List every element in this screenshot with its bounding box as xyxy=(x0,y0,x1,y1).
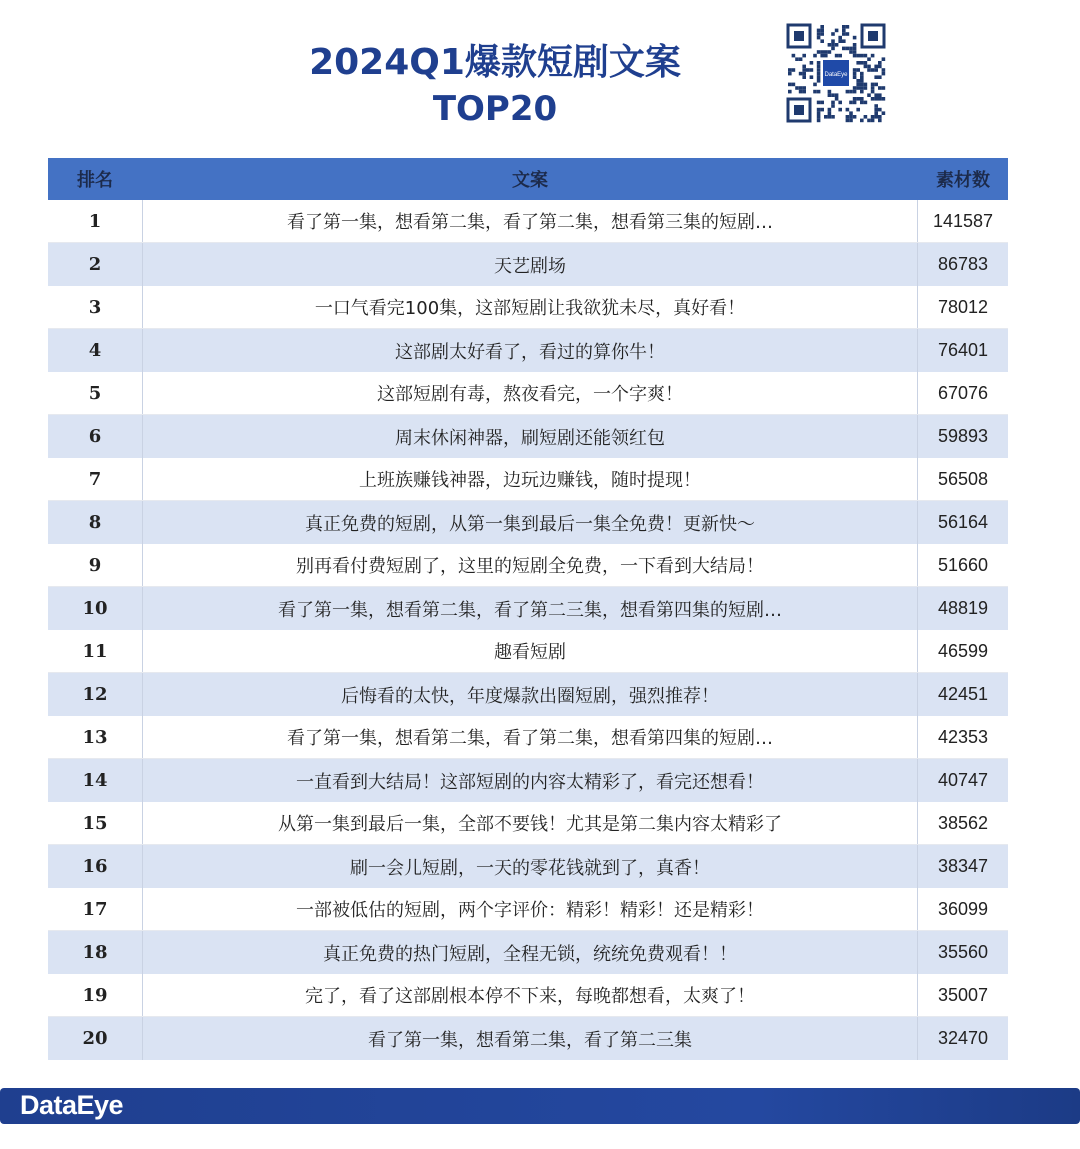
table-row xyxy=(48,501,1008,544)
qr-module xyxy=(853,36,857,40)
copy-cell: 后悔看的太快，年度爆款出圈短剧，强烈推荐！ xyxy=(142,673,918,716)
qr-module xyxy=(835,43,839,47)
count-cell: 48819 xyxy=(937,598,989,618)
qr-module xyxy=(878,61,882,65)
qr-module xyxy=(820,108,824,112)
qr-module xyxy=(802,54,806,58)
qr-module xyxy=(820,54,824,58)
qr-module xyxy=(828,108,832,112)
qr-module xyxy=(828,50,832,54)
qr-module xyxy=(874,108,878,112)
header-rank: 排名 xyxy=(77,170,113,191)
qr-module xyxy=(860,86,864,90)
qr-module xyxy=(788,68,792,72)
qr-module xyxy=(849,119,853,123)
qr-module xyxy=(817,50,821,54)
qr-module xyxy=(846,108,850,112)
qr-module xyxy=(864,101,868,105)
rank-cell: 5 xyxy=(88,382,102,404)
table-row xyxy=(48,372,1008,415)
table-row xyxy=(48,243,1008,286)
qr-module xyxy=(867,57,871,61)
qr-module xyxy=(810,75,814,79)
rank-cell: 10 xyxy=(82,598,108,619)
qr-module xyxy=(849,47,853,51)
qr-module xyxy=(824,54,828,58)
qr-module xyxy=(831,32,835,36)
rank-cell: 12 xyxy=(82,684,108,705)
count-cell: 86783 xyxy=(937,254,989,274)
qr-module xyxy=(871,86,875,90)
copy-cell: 真正免费的热门短剧，全程无锁，统统免费观看！！ xyxy=(142,931,918,974)
qr-module xyxy=(835,97,839,101)
copy-cell: 刷一会儿短剧，一天的零花钱就到了，真香！ xyxy=(142,845,918,888)
qr-module xyxy=(806,68,810,72)
qr-module xyxy=(856,68,860,72)
rank-cell: 8 xyxy=(88,512,102,533)
qr-module xyxy=(788,83,792,87)
qr-module xyxy=(853,90,857,94)
qr-module xyxy=(856,83,860,87)
title-line-1: 2024Q1爆款短剧文案 xyxy=(309,42,681,83)
qr-module xyxy=(874,97,878,101)
qr-module xyxy=(856,54,860,58)
copy-cell: 看了第一集，想看第二集，看了第二三集，想看第四集的短剧… xyxy=(142,587,918,630)
qr-module xyxy=(835,54,839,58)
qr-module xyxy=(853,75,857,79)
qr-module xyxy=(788,90,792,94)
qr-module xyxy=(799,72,803,76)
qr-module xyxy=(820,39,824,43)
qr-module xyxy=(878,115,882,119)
qr-module xyxy=(882,68,886,72)
qr-module xyxy=(846,115,850,119)
qr-module xyxy=(878,86,882,90)
qr-module xyxy=(860,54,864,58)
table-row xyxy=(48,587,1008,630)
qr-module xyxy=(878,93,882,97)
qr-code-image xyxy=(785,22,887,124)
rank-cell: 7 xyxy=(88,468,102,490)
qr-module xyxy=(849,115,853,119)
table-row xyxy=(48,415,1008,458)
qr-module xyxy=(795,86,799,90)
count-cell: 78012 xyxy=(937,296,989,317)
qr-module xyxy=(882,72,886,76)
qr-module xyxy=(860,101,864,105)
qr-module xyxy=(820,32,824,36)
table-row xyxy=(48,630,1008,673)
qr-module xyxy=(856,61,860,65)
count-cell: 67076 xyxy=(937,382,989,403)
qr-module xyxy=(846,47,850,51)
qr-module xyxy=(813,54,817,58)
table-row xyxy=(48,888,1008,931)
qr-module xyxy=(853,97,857,101)
qr-module xyxy=(792,83,796,87)
copy-cell: 完了，看了这部剧根本停不下来，每晚都想看，太爽了！ xyxy=(142,974,918,1016)
qr-module xyxy=(828,111,832,115)
copy-cell: 真正免费的短剧，从第一集到最后一集全免费！更新快～ xyxy=(142,501,918,544)
qr-module xyxy=(824,115,828,119)
count-cell: 35007 xyxy=(937,984,989,1005)
qr-module xyxy=(864,83,868,87)
count-cell: 56164 xyxy=(937,512,989,532)
qr-module xyxy=(864,86,868,90)
qr-module xyxy=(853,68,857,72)
count-cell: 46599 xyxy=(937,640,989,661)
table-row xyxy=(48,759,1008,802)
qr-module xyxy=(853,54,857,58)
copy-cell: 周末休闲神器，刷短剧还能领红包 xyxy=(142,415,918,458)
qr-module xyxy=(802,65,806,69)
qr-module xyxy=(820,25,824,29)
qr-module xyxy=(849,90,853,94)
qr-module xyxy=(846,25,850,29)
qr-module xyxy=(817,111,821,115)
count-cell: 38347 xyxy=(937,856,989,876)
qr-center-logo: DataEye xyxy=(824,72,848,78)
qr-module xyxy=(795,57,799,61)
qr-module xyxy=(788,72,792,76)
table-row xyxy=(48,286,1008,329)
rank-cell: 2 xyxy=(88,254,102,275)
qr-module xyxy=(817,36,821,40)
count-cell: 42451 xyxy=(937,684,989,704)
table-row xyxy=(48,329,1008,372)
count-cell: 38562 xyxy=(937,812,989,833)
qr-module xyxy=(838,101,842,105)
qr-module xyxy=(864,65,868,69)
count-cell: 141587 xyxy=(932,210,994,231)
qr-module xyxy=(860,83,864,87)
rank-cell: 6 xyxy=(88,426,102,447)
qr-module xyxy=(842,32,846,36)
qr-module xyxy=(867,119,871,123)
count-cell: 42353 xyxy=(937,726,989,747)
qr-module xyxy=(853,115,857,119)
qr-module xyxy=(817,101,821,105)
count-cell: 51660 xyxy=(937,554,989,575)
qr-module xyxy=(828,90,832,94)
qr-module xyxy=(802,72,806,76)
qr-module xyxy=(817,119,821,123)
qr-module xyxy=(871,54,875,58)
qr-module xyxy=(874,65,878,69)
qr-module xyxy=(853,47,857,51)
qr-module xyxy=(849,101,853,105)
qr-module xyxy=(856,97,860,101)
qr-module xyxy=(874,93,878,97)
count-cell: 56508 xyxy=(937,468,989,489)
qr-module xyxy=(838,108,842,112)
rank-cell: 11 xyxy=(82,640,108,662)
qr-module xyxy=(860,72,864,76)
qr-module xyxy=(824,50,828,54)
qr-module xyxy=(842,39,846,43)
qr-module xyxy=(853,101,857,105)
copy-cell: 上班族赚钱神器，边玩边赚钱，随时提现！ xyxy=(142,458,918,500)
rank-cell: 19 xyxy=(82,984,108,1006)
table-row xyxy=(48,845,1008,888)
qr-module xyxy=(817,65,821,69)
qr-code[interactable] xyxy=(785,22,887,124)
qr-module xyxy=(817,79,821,83)
qr-module xyxy=(842,29,846,33)
qr-module xyxy=(882,57,886,61)
qr-module xyxy=(871,90,875,94)
table-row xyxy=(48,673,1008,716)
qr-module xyxy=(813,90,817,94)
count-cell: 35560 xyxy=(937,942,989,962)
qr-module xyxy=(831,115,835,119)
copy-cell: 看了第一集，想看第二集，看了第二三集 xyxy=(142,1017,918,1060)
qr-module xyxy=(867,68,871,72)
qr-module xyxy=(831,104,835,108)
qr-module xyxy=(874,83,878,87)
qr-module xyxy=(864,115,868,119)
qr-module xyxy=(799,90,803,94)
qr-module xyxy=(871,97,875,101)
qr-module xyxy=(820,50,824,54)
qr-module xyxy=(831,101,835,105)
table-row xyxy=(48,1017,1008,1060)
copy-cell: 天艺剧场 xyxy=(142,243,918,286)
qr-module xyxy=(849,111,853,115)
qr-module xyxy=(831,43,835,47)
qr-module xyxy=(874,111,878,115)
table-row xyxy=(48,931,1008,974)
qr-module xyxy=(860,61,864,65)
qr-module xyxy=(871,115,875,119)
qr-module xyxy=(838,54,842,58)
qr-module xyxy=(820,101,824,105)
table-row xyxy=(48,200,1008,243)
qr-module xyxy=(817,61,821,65)
qr-module xyxy=(817,68,821,72)
qr-module xyxy=(820,29,824,33)
qr-module xyxy=(799,86,803,90)
qr-module xyxy=(871,83,875,87)
copy-cell: 趣看短剧 xyxy=(142,630,918,672)
qr-module xyxy=(810,61,814,65)
qr-module xyxy=(867,93,871,97)
qr-module xyxy=(817,90,821,94)
qr-module xyxy=(882,97,886,101)
qr-module xyxy=(882,111,886,115)
rank-cell: 1 xyxy=(88,210,102,232)
qr-module xyxy=(856,79,860,83)
page-title xyxy=(230,40,760,132)
count-cell: 36099 xyxy=(937,898,989,919)
copy-cell: 一部被低估的短剧，两个字评价：精彩！精彩！还是精彩！ xyxy=(142,888,918,930)
copy-cell: 看了第一集，想看第二集，看了第二集，想看第三集的短剧… xyxy=(142,200,918,242)
qr-module xyxy=(838,39,842,43)
qr-module xyxy=(864,54,868,58)
qr-module xyxy=(838,36,842,40)
qr-module xyxy=(817,29,821,33)
qr-module xyxy=(853,72,857,76)
qr-module xyxy=(878,119,882,123)
qr-module xyxy=(849,50,853,54)
table-row xyxy=(48,544,1008,587)
dataeye-logo: DataEye xyxy=(20,1090,124,1120)
qr-module xyxy=(799,57,803,61)
copy-cell: 从第一集到最后一集，全部不要钱！尤其是第二集内容太精彩了 xyxy=(142,802,918,844)
qr-module xyxy=(802,75,806,79)
qr-module xyxy=(842,25,846,29)
qr-module xyxy=(831,93,835,97)
table-row xyxy=(48,802,1008,845)
qr-module xyxy=(860,75,864,79)
count-cell: 40747 xyxy=(937,770,989,790)
qr-module xyxy=(871,119,875,123)
qr-module xyxy=(831,47,835,51)
table-row xyxy=(48,458,1008,501)
qr-module xyxy=(860,119,864,123)
qr-module xyxy=(864,61,868,65)
qr-module xyxy=(878,108,882,112)
rank-cell: 18 xyxy=(82,942,108,963)
qr-module xyxy=(828,43,832,47)
header-copy: 文案 xyxy=(512,170,548,191)
qr-module xyxy=(860,90,864,94)
qr-module xyxy=(792,68,796,72)
qr-module xyxy=(835,29,839,33)
count-cell: 32470 xyxy=(937,1028,989,1048)
copy-cell: 一口气看完100集，这部短剧让我欲犹未尽，真好看！ xyxy=(142,286,918,328)
rank-cell: 9 xyxy=(88,554,102,576)
qr-module xyxy=(867,65,871,69)
qr-module xyxy=(817,108,821,112)
qr-module xyxy=(817,115,821,119)
rank-cell: 4 xyxy=(88,340,102,361)
rank-cell: 13 xyxy=(82,726,108,748)
qr-module xyxy=(831,39,835,43)
qr-module xyxy=(802,90,806,94)
rank-cell: 20 xyxy=(82,1028,108,1049)
qr-module xyxy=(817,72,821,76)
qr-module xyxy=(874,104,878,108)
qr-module xyxy=(846,32,850,36)
qr-module xyxy=(878,75,882,79)
copy-cell: 这部剧太好看了，看过的算你牛！ xyxy=(142,329,918,372)
footer-bar xyxy=(0,1088,1080,1124)
rank-cell: 15 xyxy=(82,812,108,834)
qr-module xyxy=(817,75,821,79)
header-count: 素材数 xyxy=(936,170,990,191)
table-row xyxy=(48,974,1008,1017)
title-line-2: TOP20 xyxy=(432,89,558,129)
qr-module xyxy=(856,108,860,112)
copy-cell: 看了第一集，想看第二集，看了第二集，想看第四集的短剧… xyxy=(142,716,918,758)
rank-cell: 3 xyxy=(88,296,102,318)
count-cell: 59893 xyxy=(937,426,989,446)
rank-cell: 17 xyxy=(82,898,108,920)
qr-module xyxy=(871,68,875,72)
rank-cell: 14 xyxy=(82,770,108,791)
copy-cell: 这部短剧有毒，熬夜看完，一个字爽！ xyxy=(142,372,918,414)
qr-module xyxy=(860,97,864,101)
qr-module xyxy=(846,119,850,123)
qr-module xyxy=(882,86,886,90)
qr-module xyxy=(828,93,832,97)
qr-module xyxy=(842,47,846,51)
qr-module xyxy=(792,54,796,58)
table-body xyxy=(48,200,1008,1060)
qr-module xyxy=(802,68,806,72)
qr-module xyxy=(878,97,882,101)
qr-module xyxy=(810,68,814,72)
qr-module xyxy=(860,79,864,83)
copy-cell: 一直看到大结局！这部短剧的内容太精彩了，看完还想看！ xyxy=(142,759,918,802)
qr-module xyxy=(853,50,857,54)
qr-module xyxy=(878,65,882,69)
qr-module xyxy=(817,32,821,36)
qr-module xyxy=(853,86,857,90)
qr-module xyxy=(874,68,878,72)
qr-module xyxy=(856,86,860,90)
qr-module xyxy=(813,83,817,87)
qr-module xyxy=(846,90,850,94)
rank-cell: 16 xyxy=(82,856,108,877)
table-row xyxy=(48,716,1008,759)
qr-module xyxy=(828,115,832,119)
qr-module xyxy=(853,43,857,47)
copy-cell: 别再看付费短剧了，这里的短剧全免费，一下看到大结局！ xyxy=(142,544,918,586)
qr-module xyxy=(874,75,878,79)
qr-module xyxy=(802,86,806,90)
ranking-table xyxy=(48,158,1008,1060)
qr-module xyxy=(835,93,839,97)
qr-module xyxy=(874,115,878,119)
table-header xyxy=(48,158,1008,200)
count-cell: 76401 xyxy=(937,340,989,360)
